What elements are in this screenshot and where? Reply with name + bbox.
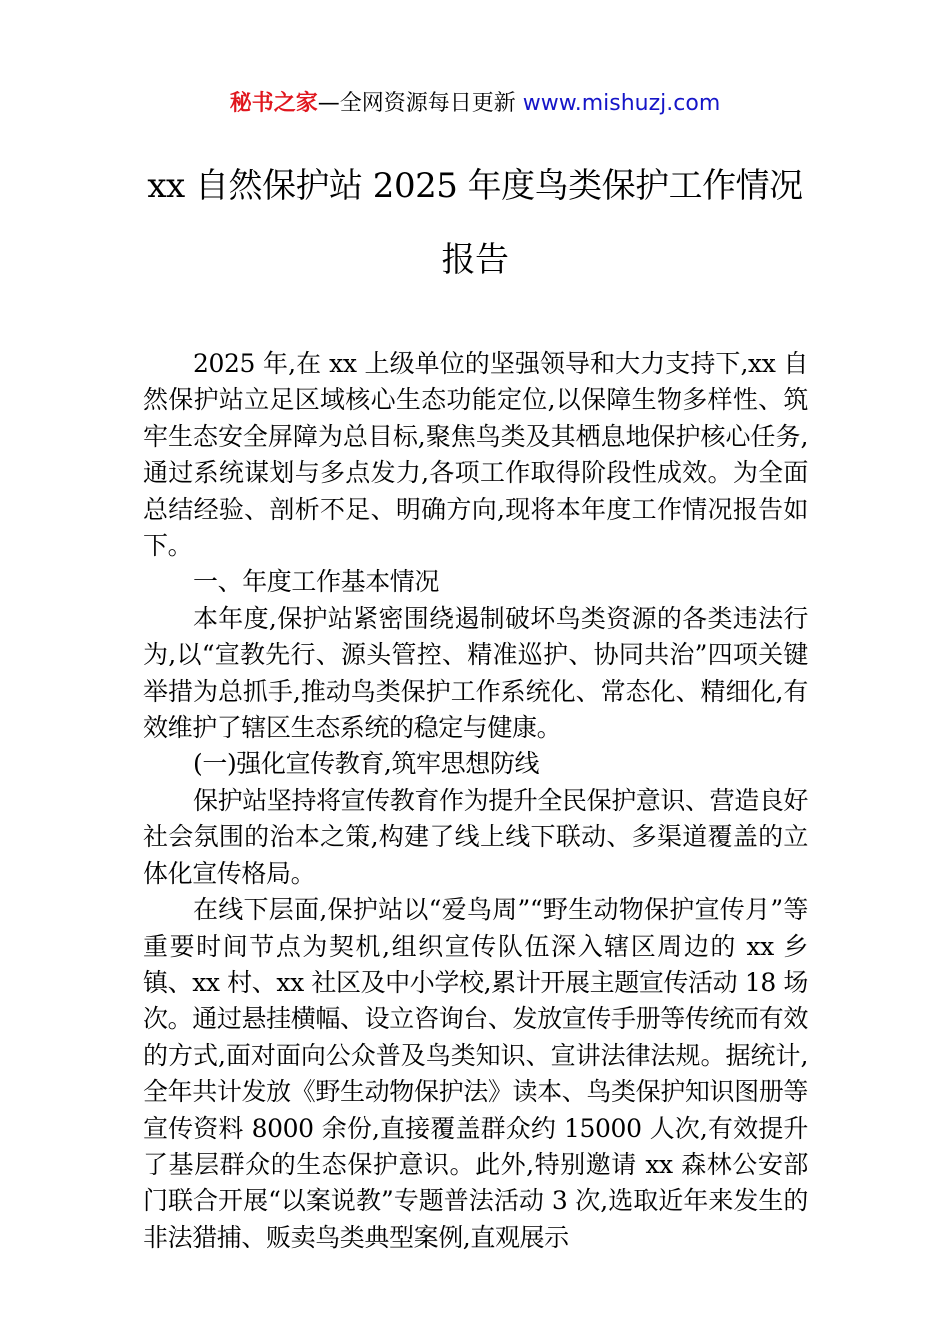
document-title-line-1: xx 自然保护站 2025 年度鸟类保护工作情况 — [147, 166, 803, 206]
document-title-line-2: 报告 — [441, 240, 509, 280]
site-tagline: —全网资源每日更新 — [317, 91, 523, 116]
site-url-link[interactable]: www.mishuzj.com — [522, 91, 721, 116]
subsection-heading-1: (一)强化宣传教育,筑牢思想防线 — [193, 749, 540, 779]
intro-paragraph: 2025 年,在 xx 上级单位的坚强领导和大力支持下,xx 自然保护站立足区域核心生态功能定位,以保障生物多样性、筑牢生态安全屏障为总目标,聚焦鸟类及其栖息地保护核心任务,通过系统谋划与多点发力,各项工作取得阶段性成效。为全面总结经验、剖析不足、明确方向,现将本年度工作情况报告如下。 — [143, 349, 808, 561]
body-paragraph: 在线下层面,保护站以“爱鸟周”“野生动物保护宣传月”等重要时间节点为契机,组织宣传队伍深入辖区周边的 xx 乡镇、xx 村、xx 社区及中小学校,累计开展主题宣传活动 18 场次。通过悬挂横幅、设立咨询台、发放宣传手册等传统而有效的方式,面对面向公众普及鸟类知识、宣讲法律法规。据统计,全年共计发放《野生动物保护法》读本、鸟类保护知识图册等宣传资料 8000 余份,直接覆盖群众约 15000 人次,有效提升了基层群众的生态保护意识。此外,特别邀请 xx 森林公安部门联合开展“以案说教”专题普法活动 3 次,选取近年来发生的非法猎捕、贩卖鸟类典型案例,直观展示 — [143, 895, 808, 1252]
section-heading-1: 一、年度工作基本情况 — [193, 567, 440, 597]
document-title — [60, 158, 890, 288]
body-paragraph: 本年度,保护站紧密围绕遏制破坏鸟类资源的各类违法行为,以“宣教先行、源头管控、精准巡护、协同共治”四项关键举措为总抓手,推动鸟类保护工作系统化、常态化、精细化,有效维护了辖区生态系统的稳定与健康。 — [143, 603, 808, 743]
document-body — [143, 346, 808, 1256]
body-paragraph: 保护站坚持将宣传教育作为提升全民保护意识、营造良好社会氛围的治本之策,构建了线上线下联动、多渠道覆盖的立体化宣传格局。 — [143, 785, 809, 888]
site-header — [0, 88, 950, 120]
site-brand: 秘书之家 — [229, 91, 318, 116]
